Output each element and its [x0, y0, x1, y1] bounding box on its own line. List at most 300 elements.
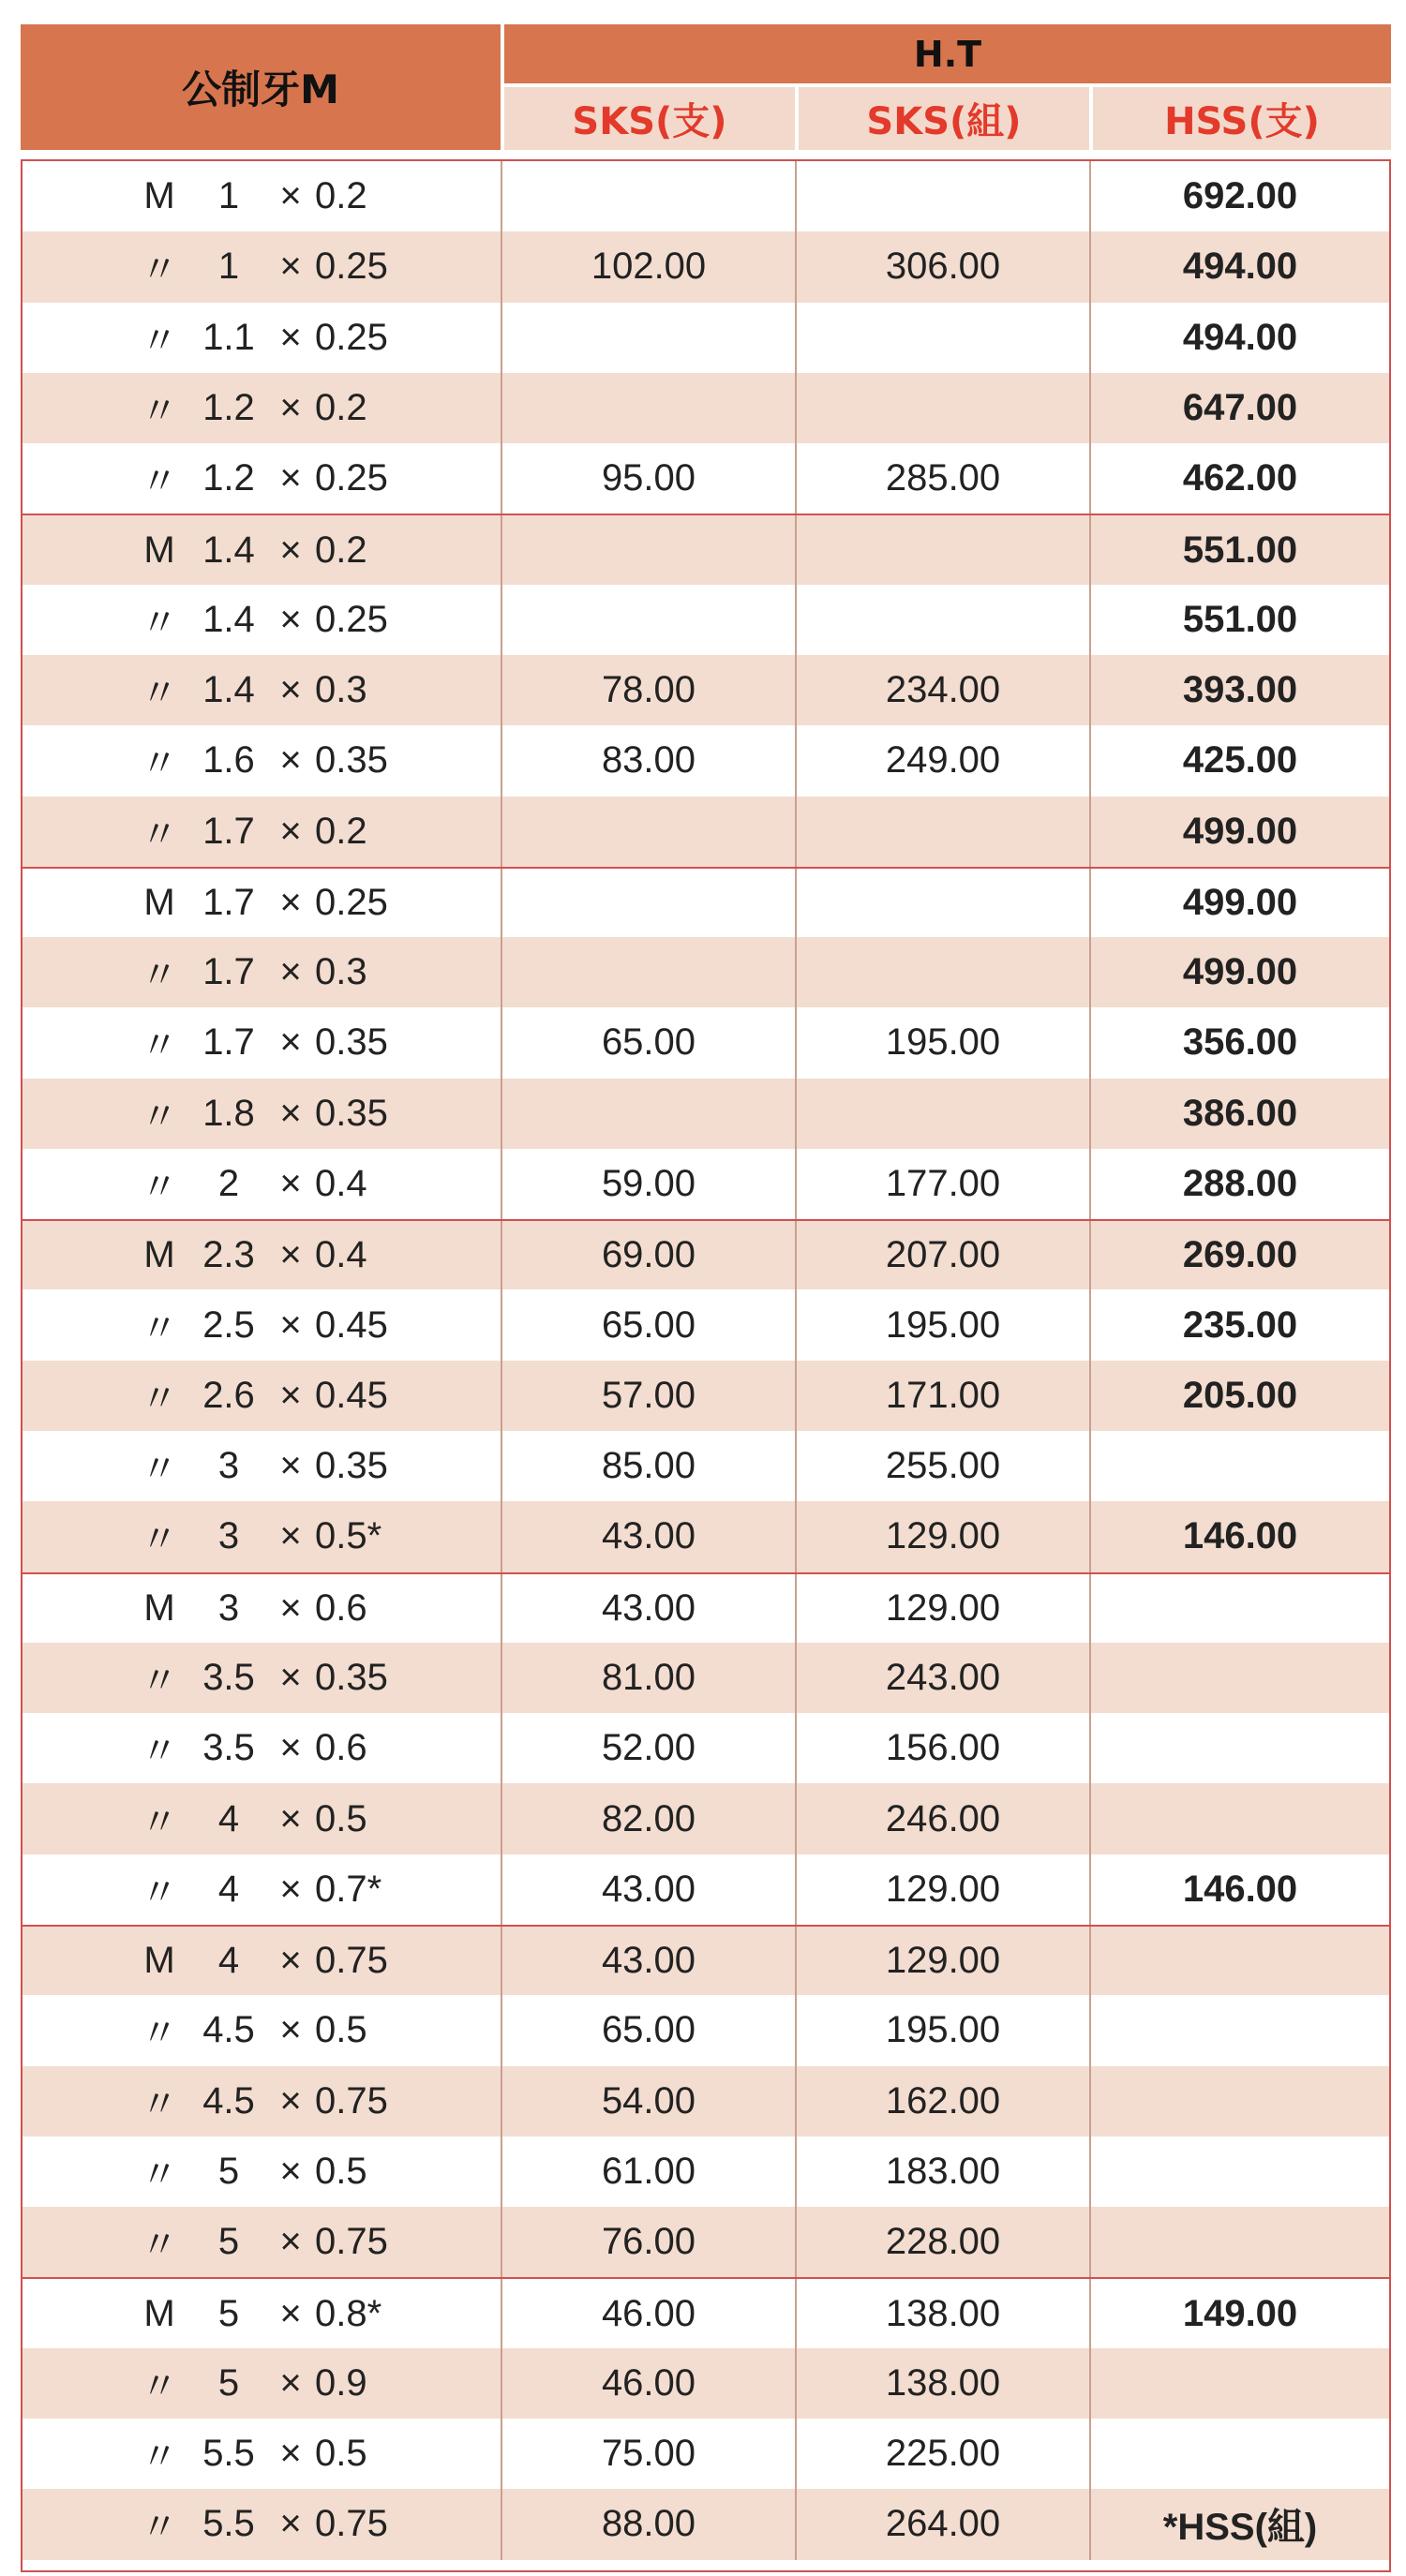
size-times: × — [279, 246, 302, 288]
hss-single-price — [1091, 2348, 1389, 2419]
price-table — [21, 24, 1391, 2549]
sks-single-price: 65.00 — [502, 1995, 797, 2065]
size-times: × — [279, 739, 302, 782]
size-diameter: 4.5 — [202, 2079, 255, 2122]
table-row — [22, 1783, 1389, 1854]
size-cell — [22, 725, 502, 796]
sks-set-price — [797, 373, 1091, 443]
size-prefix: 〃 — [141, 320, 178, 362]
sks-single-price — [502, 515, 797, 584]
size-pitch: 0.4 — [315, 1234, 367, 1276]
size-pitch: 0.5* — [315, 1515, 382, 1557]
size-times: × — [279, 881, 302, 923]
size-cell — [22, 161, 502, 231]
sks-set-price: 285.00 — [797, 443, 1091, 514]
size-times: × — [279, 2079, 302, 2122]
size-cell — [22, 1221, 502, 1289]
table-row — [22, 161, 1389, 231]
size-prefix: 〃 — [141, 2507, 178, 2549]
size-prefix: 〃 — [141, 1377, 178, 1420]
size-cell — [22, 231, 502, 302]
size-prefix: 〃 — [141, 955, 178, 997]
sks-single-price: 54.00 — [502, 2066, 797, 2137]
sks-single-price: 65.00 — [502, 1007, 797, 1078]
size-times: × — [279, 2221, 302, 2263]
size-diameter: 5 — [217, 2361, 240, 2404]
size-diameter: 4 — [217, 1868, 240, 1910]
size-cell — [22, 2279, 502, 2347]
hss-single-price: 647.00 — [1182, 386, 1298, 428]
size-pitch: 0.35 — [315, 1445, 388, 1487]
size-prefix: 〃 — [141, 1801, 178, 1843]
size-times: × — [279, 2503, 302, 2545]
size-diameter: 4 — [217, 1797, 240, 1839]
hss-single-price: 288.00 — [1182, 1163, 1298, 1205]
sks-single-price: 88.00 — [502, 2489, 797, 2559]
size-pitch: 0.6 — [315, 1586, 367, 1629]
size-times: × — [279, 1374, 302, 1416]
hss-single-price: 146.00 — [1182, 1515, 1298, 1557]
table-row — [22, 443, 1389, 514]
size-times: × — [279, 1092, 302, 1134]
size-cell — [22, 515, 502, 584]
size-diameter: 1.1 — [202, 316, 255, 358]
sks-set-price: 129.00 — [797, 1854, 1091, 1925]
size-times: × — [279, 669, 302, 711]
sks-single-price: 81.00 — [502, 1643, 797, 1713]
size-prefix: 〃 — [141, 1095, 178, 1138]
size-pitch: 0.25 — [315, 598, 388, 640]
sks-single-price: 102.00 — [502, 231, 797, 302]
size-prefix: 〃 — [141, 1519, 178, 1561]
table-row — [22, 1713, 1389, 1783]
size-cell — [22, 797, 502, 867]
size-cell — [22, 655, 502, 725]
hss-single-price — [1091, 1713, 1389, 1783]
sks-single-price: 43.00 — [502, 1574, 797, 1643]
sks-single-price: 57.00 — [502, 1361, 797, 1431]
table-row — [22, 937, 1389, 1007]
size-times: × — [279, 2433, 302, 2475]
hss-single-price: 205.00 — [1182, 1374, 1298, 1416]
size-diameter: 1.7 — [202, 881, 255, 923]
size-pitch: 0.2 — [315, 386, 367, 428]
sks-set-price: 162.00 — [797, 2066, 1091, 2137]
size-prefix: M — [143, 1940, 175, 1982]
size-times: × — [279, 1445, 302, 1487]
sks-set-price: 129.00 — [797, 1927, 1091, 1995]
sks-set-price: 255.00 — [797, 1431, 1091, 1501]
table-row — [22, 373, 1389, 443]
table-row — [22, 1501, 1389, 1571]
size-prefix: M — [143, 529, 175, 571]
size-diameter: 5.5 — [202, 2433, 255, 2475]
sks-set-price: 195.00 — [797, 1995, 1091, 2065]
sks-set-header: SKS(組) — [799, 87, 1089, 150]
size-times: × — [279, 2150, 302, 2192]
size-diameter: 5 — [217, 2150, 240, 2192]
size-pitch: 0.35 — [315, 739, 388, 782]
size-cell — [22, 1995, 502, 2065]
hss-single-price — [1091, 2066, 1389, 2137]
table-header — [21, 24, 1391, 150]
size-times: × — [279, 2361, 302, 2404]
sks-single-price: 52.00 — [502, 1713, 797, 1783]
sks-single-price: 82.00 — [502, 1783, 797, 1854]
sks-set-price: 243.00 — [797, 1643, 1091, 1713]
hss-single-price — [1091, 1783, 1389, 1854]
size-times: × — [279, 1586, 302, 1629]
hss-single-price — [1091, 2137, 1389, 2207]
hss-single-price: 499.00 — [1182, 881, 1298, 923]
size-pitch: 0.45 — [315, 1303, 388, 1346]
table-row — [22, 2066, 1389, 2137]
size-cell — [22, 1854, 502, 1925]
hss-single-price: 425.00 — [1182, 739, 1298, 782]
size-diameter: 3 — [217, 1445, 240, 1487]
sks-set-price: 195.00 — [797, 1007, 1091, 1078]
sks-set-price — [797, 937, 1091, 1007]
size-pitch: 0.7* — [315, 1868, 382, 1910]
sks-set-price: 234.00 — [797, 655, 1091, 725]
sks-single-price — [502, 161, 797, 231]
size-diameter: 1.7 — [202, 810, 255, 852]
hss-single-price — [1091, 1431, 1389, 1501]
size-pitch: 0.35 — [315, 1657, 388, 1698]
size-cell — [22, 373, 502, 443]
size-cell — [22, 1927, 502, 1995]
sks-set-price: 183.00 — [797, 2137, 1091, 2207]
hss-single-price: 692.00 — [1182, 175, 1298, 217]
size-times: × — [279, 2292, 302, 2334]
size-cell — [22, 443, 502, 514]
size-cell — [22, 2489, 502, 2559]
size-prefix: 〃 — [141, 2436, 178, 2479]
size-pitch: 0.4 — [315, 1163, 367, 1205]
size-pitch: 0.2 — [315, 810, 367, 852]
table-row — [22, 2348, 1389, 2419]
size-prefix: 〃 — [141, 2153, 178, 2196]
size-cell — [22, 869, 502, 937]
size-cell — [22, 2207, 502, 2277]
size-pitch: 0.75 — [315, 2079, 388, 2122]
size-times: × — [279, 1868, 302, 1910]
size-diameter: 1.4 — [202, 529, 255, 571]
size-diameter: 1.7 — [202, 951, 255, 993]
sks-single-price: 59.00 — [502, 1149, 797, 1219]
size-prefix: 〃 — [141, 813, 178, 856]
table-row — [22, 2419, 1389, 2489]
table-row — [22, 1289, 1389, 1360]
size-diameter: 1.7 — [202, 1021, 255, 1064]
size-cell — [22, 1783, 502, 1854]
table-row — [22, 1572, 1389, 1643]
sks-set-price: 246.00 — [797, 1783, 1091, 1854]
table-row — [22, 655, 1389, 725]
size-cell — [22, 2066, 502, 2137]
hss-single-price — [1091, 1927, 1389, 1995]
sks-set-price: 156.00 — [797, 1713, 1091, 1783]
sks-single-price — [502, 869, 797, 937]
size-pitch: 0.35 — [315, 1021, 388, 1064]
hss-single-price: 494.00 — [1182, 246, 1298, 288]
size-diameter: 3 — [217, 1586, 240, 1629]
table-row — [22, 231, 1389, 302]
size-cell — [22, 1079, 502, 1149]
sks-single-price: 43.00 — [502, 1501, 797, 1571]
hss-single-price: 551.00 — [1182, 598, 1298, 640]
size-prefix: 〃 — [141, 1731, 178, 1773]
size-prefix: 〃 — [141, 1025, 178, 1067]
size-diameter: 1.2 — [202, 457, 255, 499]
sks-single-price — [502, 797, 797, 867]
size-times: × — [279, 1163, 302, 1205]
table-row — [22, 2137, 1389, 2207]
sks-single-price: 43.00 — [502, 1927, 797, 1995]
size-prefix: 〃 — [141, 390, 178, 432]
size-pitch: 0.75 — [315, 2221, 388, 2263]
size-diameter: 1.8 — [202, 1092, 255, 1134]
sks-set-price: 207.00 — [797, 1221, 1091, 1289]
sks-set-price — [797, 797, 1091, 867]
sks-set-price: 171.00 — [797, 1361, 1091, 1431]
table-row — [22, 1149, 1389, 1219]
sks-single-price — [502, 585, 797, 655]
table-row — [22, 1079, 1389, 1149]
sks-set-price — [797, 303, 1091, 373]
size-times: × — [279, 1657, 302, 1698]
sks-single-price: 85.00 — [502, 1431, 797, 1501]
sks-set-price: 138.00 — [797, 2279, 1091, 2347]
size-prefix: M — [143, 881, 175, 923]
size-cell — [22, 1007, 502, 1078]
sks-single-price — [502, 373, 797, 443]
hss-single-price: 551.00 — [1182, 529, 1298, 571]
size-diameter: 4.5 — [202, 2009, 255, 2051]
sks-single-price: 95.00 — [502, 443, 797, 514]
hss-single-price — [1091, 1995, 1389, 2065]
size-times: × — [279, 1797, 302, 1839]
sks-set-price: 228.00 — [797, 2207, 1091, 2277]
size-pitch: 0.2 — [315, 175, 367, 217]
size-prefix: 〃 — [141, 2225, 178, 2267]
size-cell — [22, 2348, 502, 2419]
ht-group-header: H.T — [504, 24, 1391, 83]
size-prefix: 〃 — [141, 1167, 178, 1209]
size-diameter: 2.5 — [202, 1303, 255, 1346]
size-times: × — [279, 1940, 302, 1982]
size-pitch: 0.9 — [315, 2361, 367, 2404]
sks-single-price — [502, 937, 797, 1007]
size-times: × — [279, 457, 302, 499]
table-row — [22, 2277, 1389, 2347]
sks-set-price: 138.00 — [797, 2348, 1091, 2419]
sks-set-price: 264.00 — [797, 2489, 1091, 2559]
size-prefix: M — [143, 175, 175, 217]
size-pitch: 0.25 — [315, 316, 388, 358]
sks-single-price — [502, 1079, 797, 1149]
size-cell — [22, 303, 502, 373]
size-prefix: M — [143, 1586, 175, 1629]
sks-single-price: 69.00 — [502, 1221, 797, 1289]
sks-single-price: 76.00 — [502, 2207, 797, 2277]
size-prefix: M — [143, 2292, 175, 2334]
size-times: × — [279, 1727, 302, 1769]
size-pitch: 0.35 — [315, 1092, 388, 1134]
size-cell — [22, 1643, 502, 1713]
size-cell — [22, 1713, 502, 1783]
sks-single-price: 43.00 — [502, 1854, 797, 1925]
sks-single-header: SKS(支) — [504, 87, 795, 150]
size-cell — [22, 1149, 502, 1219]
sks-single-price — [502, 303, 797, 373]
hss-single-price: 149.00 — [1182, 2292, 1298, 2334]
hss-single-price: *HSS(組) — [1162, 2507, 1318, 2549]
size-diameter: 3.5 — [202, 1657, 255, 1698]
hss-single-price: 393.00 — [1182, 669, 1298, 711]
size-cell — [22, 937, 502, 1007]
hss-single-price: 146.00 — [1182, 1868, 1298, 1910]
size-pitch: 0.2 — [315, 529, 367, 571]
table-row — [22, 867, 1389, 937]
hss-single-price: 499.00 — [1182, 810, 1298, 852]
size-times: × — [279, 1303, 302, 1346]
size-diameter: 1 — [217, 175, 240, 217]
size-diameter: 2.3 — [202, 1234, 255, 1276]
size-times: × — [279, 175, 302, 217]
size-cell — [22, 2419, 502, 2489]
sks-set-price — [797, 161, 1091, 231]
size-cell — [22, 1574, 502, 1643]
table-row — [22, 1925, 1389, 1995]
size-prefix: 〃 — [141, 2365, 178, 2407]
size-times: × — [279, 529, 302, 571]
table-row — [22, 303, 1389, 373]
sks-set-price: 129.00 — [797, 1501, 1091, 1571]
sks-single-price: 83.00 — [502, 725, 797, 796]
size-cell — [22, 2137, 502, 2207]
sks-set-price — [797, 869, 1091, 937]
size-diameter: 1.2 — [202, 386, 255, 428]
hss-single-price: 386.00 — [1182, 1092, 1298, 1134]
size-pitch: 0.6 — [315, 1727, 367, 1769]
size-pitch: 0.5 — [315, 1797, 367, 1839]
size-pitch: 0.3 — [315, 951, 367, 993]
hss-single-price — [1091, 2207, 1389, 2277]
hss-single-price: 356.00 — [1182, 1021, 1298, 1064]
size-cell — [22, 585, 502, 655]
table-row — [22, 585, 1389, 655]
sks-set-price: 225.00 — [797, 2419, 1091, 2489]
hss-single-price — [1091, 1643, 1389, 1713]
size-times: × — [279, 1515, 302, 1557]
table-row — [22, 1361, 1389, 1431]
sks-single-price: 46.00 — [502, 2279, 797, 2347]
sks-set-price: 129.00 — [797, 1574, 1091, 1643]
size-diameter: 3.5 — [202, 1727, 255, 1769]
sks-set-price: 306.00 — [797, 231, 1091, 302]
size-pitch: 0.25 — [315, 457, 388, 499]
sks-set-price — [797, 1079, 1091, 1149]
size-times: × — [279, 1021, 302, 1064]
size-times: × — [279, 1234, 302, 1276]
size-column-header: 公制牙M — [21, 24, 501, 150]
size-prefix: 〃 — [141, 673, 178, 715]
hss-single-price: 499.00 — [1182, 951, 1298, 993]
size-diameter: 4 — [217, 1940, 240, 1982]
sks-set-price — [797, 515, 1091, 584]
size-prefix: 〃 — [141, 1307, 178, 1349]
hss-single-price: 494.00 — [1182, 316, 1298, 358]
size-cell — [22, 1361, 502, 1431]
size-prefix: 〃 — [141, 743, 178, 785]
size-prefix: 〃 — [141, 2013, 178, 2055]
table-row — [22, 1219, 1389, 1289]
hss-single-price — [1091, 2419, 1389, 2489]
table-body — [21, 159, 1391, 2572]
size-prefix: 〃 — [141, 1449, 178, 1491]
size-prefix: 〃 — [141, 1871, 178, 1913]
size-times: × — [279, 951, 302, 993]
size-times: × — [279, 316, 302, 358]
size-pitch: 0.5 — [315, 2150, 367, 2192]
size-pitch: 0.25 — [315, 246, 388, 288]
sks-single-price: 65.00 — [502, 1289, 797, 1360]
sks-single-price: 78.00 — [502, 655, 797, 725]
sks-single-price: 61.00 — [502, 2137, 797, 2207]
table-row — [22, 1431, 1389, 1501]
hss-single-price: 462.00 — [1182, 457, 1298, 499]
sks-set-price — [797, 585, 1091, 655]
sks-set-price: 249.00 — [797, 725, 1091, 796]
size-times: × — [279, 598, 302, 640]
hss-single-price: 235.00 — [1182, 1303, 1298, 1346]
hss-single-price — [1091, 1574, 1389, 1643]
size-pitch: 0.5 — [315, 2009, 367, 2051]
sks-set-price: 177.00 — [797, 1149, 1091, 1219]
size-diameter: 1 — [217, 246, 240, 288]
size-times: × — [279, 2009, 302, 2051]
size-pitch: 0.75 — [315, 2503, 388, 2545]
size-pitch: 0.25 — [315, 881, 388, 923]
size-times: × — [279, 386, 302, 428]
size-diameter: 5 — [217, 2292, 240, 2334]
table-row — [22, 797, 1389, 867]
size-diameter: 5 — [217, 2221, 240, 2263]
size-cell — [22, 1431, 502, 1501]
size-cell — [22, 1501, 502, 1571]
size-pitch: 0.3 — [315, 669, 367, 711]
table-row — [22, 1007, 1389, 1078]
sks-single-price: 75.00 — [502, 2419, 797, 2489]
table-row — [22, 2489, 1389, 2559]
hss-single-header: HSS(支) — [1093, 87, 1391, 150]
table-row — [22, 514, 1389, 584]
size-cell — [22, 1289, 502, 1360]
sks-set-price: 195.00 — [797, 1289, 1091, 1360]
hss-single-price: 269.00 — [1182, 1234, 1298, 1276]
table-row — [22, 725, 1389, 796]
table-row — [22, 1995, 1389, 2065]
size-prefix: 〃 — [141, 249, 178, 291]
size-diameter: 1.4 — [202, 669, 255, 711]
size-pitch: 0.75 — [315, 1940, 388, 1982]
table-row — [22, 2207, 1389, 2277]
size-prefix: 〃 — [141, 2083, 178, 2125]
size-prefix: 〃 — [141, 602, 178, 644]
size-diameter: 2.6 — [202, 1374, 255, 1416]
size-diameter: 5.5 — [202, 2503, 255, 2545]
